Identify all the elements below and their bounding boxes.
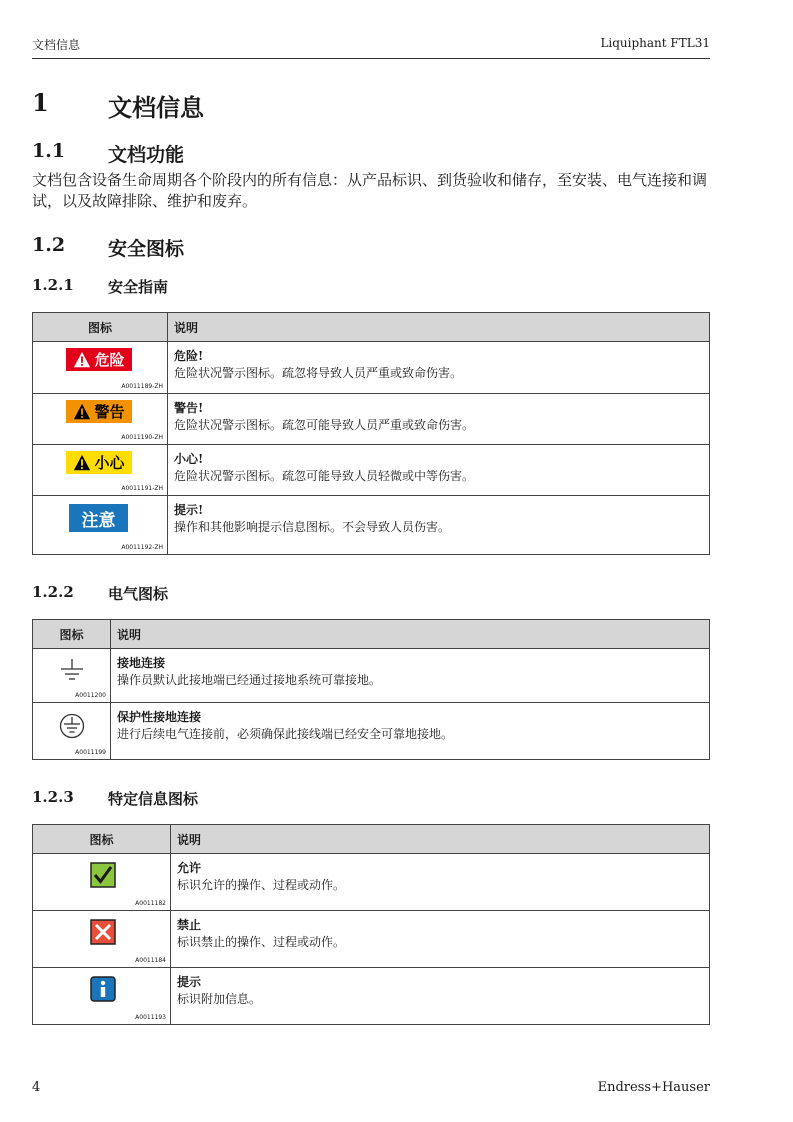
document-function-paragraph: 文档包含设备生命周期各个阶段内的所有信息：从产品标识、到货验收和储存，至安装、电气连接和调试，以及故障排除、维护和废弃。 bbox=[32, 171, 708, 210]
signal-word: 小心! bbox=[174, 452, 204, 466]
symbol-description: 标识附加信息。 bbox=[177, 992, 262, 1006]
subsection-heading-safety bbox=[32, 276, 168, 297]
table-header-row bbox=[33, 620, 710, 649]
warning-triangle-icon bbox=[73, 403, 91, 421]
section-number: 1.2 bbox=[32, 234, 66, 256]
chapter-number: 1 bbox=[32, 88, 49, 117]
info-icon bbox=[90, 976, 116, 1002]
subsection-heading-info bbox=[32, 788, 198, 809]
table-row bbox=[33, 394, 710, 445]
figure-code: A0011184 bbox=[135, 957, 166, 964]
danger-label: 危险 bbox=[94, 351, 125, 369]
icon-cell bbox=[33, 703, 111, 760]
icon-cell bbox=[33, 911, 171, 968]
subsection-title: 电气图标 bbox=[108, 585, 169, 603]
description-cell bbox=[171, 854, 710, 911]
icon-cell bbox=[33, 445, 168, 496]
chapter-heading bbox=[32, 88, 204, 123]
icon-cell bbox=[33, 342, 168, 394]
safety-symbols-table bbox=[32, 312, 710, 555]
description-cell bbox=[171, 911, 710, 968]
column-header-icon: 图标 bbox=[33, 313, 168, 342]
symbol-description: 标识禁止的操作、过程或动作。 bbox=[177, 935, 346, 949]
table-row bbox=[33, 854, 710, 911]
warning-label: 警告 bbox=[94, 403, 125, 421]
subsection-number: 1.2.2 bbox=[32, 583, 74, 601]
header-product-name: Liquiphant FTL31 bbox=[600, 36, 710, 50]
table-row bbox=[33, 445, 710, 496]
table-header-row bbox=[33, 825, 710, 854]
page-number: 4 bbox=[32, 1080, 41, 1095]
table-row bbox=[33, 911, 710, 968]
signal-description: 操作和其他影响提示信息图标。不会导致人员伤害。 bbox=[174, 520, 451, 534]
caution-signal-badge bbox=[66, 451, 132, 474]
electrical-symbols-table bbox=[32, 619, 710, 760]
warning-signal-badge bbox=[66, 400, 132, 423]
figure-code: A0011192-ZH bbox=[121, 544, 163, 551]
icon-cell bbox=[33, 968, 171, 1025]
icon-cell bbox=[33, 496, 168, 555]
description-cell bbox=[168, 496, 710, 555]
description-cell bbox=[168, 394, 710, 445]
figure-code: A0011199 bbox=[75, 749, 106, 756]
forbidden-x-icon bbox=[90, 919, 116, 945]
danger-signal-badge bbox=[66, 348, 132, 371]
description-cell bbox=[168, 445, 710, 496]
caution-label: 小心 bbox=[94, 454, 125, 472]
symbol-title: 接地连接 bbox=[117, 656, 166, 670]
symbol-description: 进行后续电气连接前，必须确保此接线端已经安全可靠地接地。 bbox=[117, 727, 454, 741]
table-row bbox=[33, 703, 710, 760]
subsection-number: 1.2.3 bbox=[32, 788, 74, 806]
signal-description: 危险状况警示图标。疏忽将导致人员严重或致命伤害。 bbox=[174, 366, 463, 380]
signal-description: 危险状况警示图标。疏忽可能导致人员轻微或中等伤害。 bbox=[174, 469, 475, 483]
subsection-number: 1.2.1 bbox=[32, 276, 74, 294]
icon-cell bbox=[33, 649, 111, 703]
brand-name: Endress+Hauser bbox=[597, 1080, 710, 1095]
notice-signal-badge bbox=[69, 504, 128, 532]
figure-code: A0011190-ZH bbox=[121, 434, 163, 441]
table-header-row bbox=[33, 313, 710, 342]
protective-ground-icon bbox=[59, 713, 85, 739]
signal-description: 危险状况警示图标。疏忽可能导致人员严重或致命伤害。 bbox=[174, 418, 475, 432]
section-heading-1-2 bbox=[32, 234, 184, 261]
page-footer bbox=[32, 1080, 710, 1095]
warning-triangle-icon bbox=[73, 351, 91, 369]
subsection-heading-electrical bbox=[32, 583, 168, 604]
icon-cell bbox=[33, 854, 171, 911]
section-title: 安全图标 bbox=[108, 238, 185, 260]
table-row bbox=[33, 968, 710, 1025]
figure-code: A0011182 bbox=[135, 900, 166, 907]
subsection-title: 安全指南 bbox=[108, 278, 169, 296]
column-header-icon: 图标 bbox=[33, 620, 111, 649]
symbol-description: 操作员默认此接地端已经通过接地系统可靠接地。 bbox=[117, 673, 382, 687]
symbol-description: 标识允许的操作、过程或动作。 bbox=[177, 878, 346, 892]
signal-word: 提示! bbox=[174, 503, 204, 517]
section-number: 1.1 bbox=[32, 140, 66, 162]
ground-icon bbox=[59, 657, 85, 683]
table-row bbox=[33, 342, 710, 394]
notice-label: 注意 bbox=[81, 510, 116, 531]
information-symbols-table bbox=[32, 824, 710, 1025]
description-cell bbox=[111, 649, 710, 703]
icon-cell bbox=[33, 394, 168, 445]
symbol-title: 允许 bbox=[177, 861, 202, 875]
figure-code: A0011189-ZH bbox=[121, 383, 163, 390]
table-row bbox=[33, 496, 710, 555]
description-cell bbox=[168, 342, 710, 394]
description-cell bbox=[171, 968, 710, 1025]
figure-code: A0011193 bbox=[135, 1014, 166, 1021]
column-header-icon: 图标 bbox=[33, 825, 171, 854]
permitted-check-icon bbox=[90, 862, 116, 888]
figure-code: A0011200 bbox=[75, 692, 106, 699]
subsection-title: 特定信息图标 bbox=[108, 790, 199, 808]
page-header bbox=[32, 36, 710, 59]
column-header-description: 说明 bbox=[171, 825, 710, 854]
warning-triangle-icon bbox=[73, 454, 91, 472]
column-header-description: 说明 bbox=[168, 313, 710, 342]
signal-word: 危险! bbox=[174, 349, 204, 363]
header-section-title: 文档信息 bbox=[32, 38, 81, 52]
chapter-title: 文档信息 bbox=[108, 93, 204, 122]
description-cell bbox=[111, 703, 710, 760]
column-header-description: 说明 bbox=[111, 620, 710, 649]
section-heading-1-1 bbox=[32, 140, 184, 167]
symbol-title: 提示 bbox=[177, 975, 202, 989]
section-title: 文档功能 bbox=[108, 144, 185, 166]
signal-word: 警告! bbox=[174, 401, 204, 415]
table-row bbox=[33, 649, 710, 703]
figure-code: A0011191-ZH bbox=[121, 485, 163, 492]
symbol-title: 禁止 bbox=[177, 918, 202, 932]
symbol-title: 保护性接地连接 bbox=[117, 710, 202, 724]
